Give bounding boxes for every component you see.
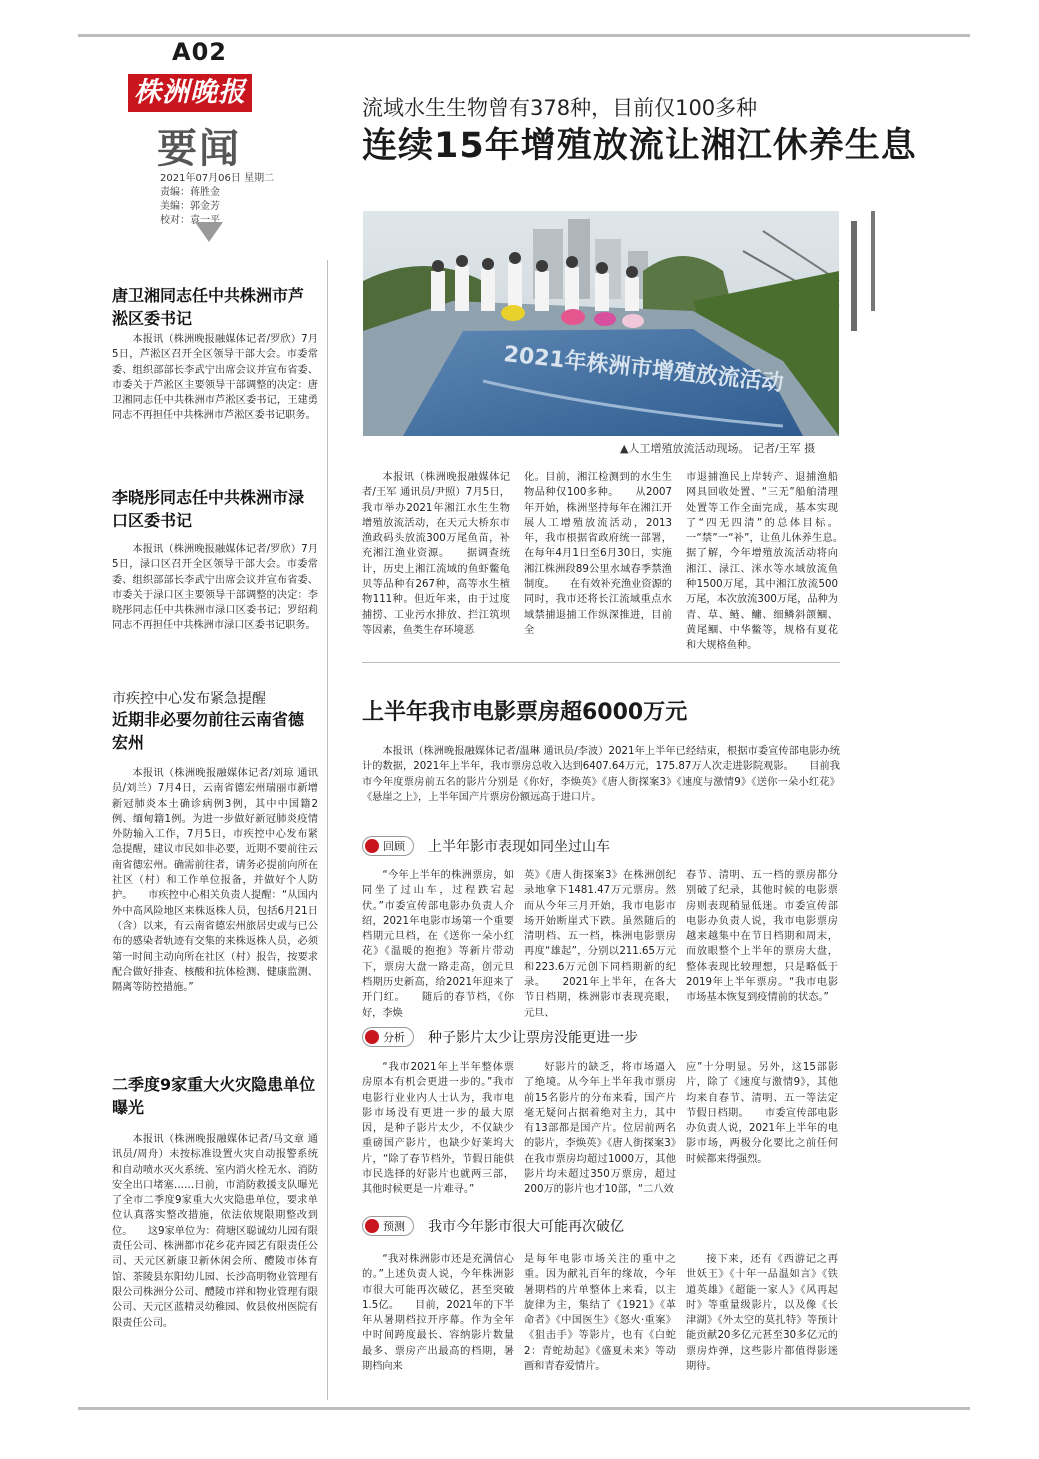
film-paragraph: 好影片的缺乏，将市场逼入了绝境。从今年上半年我市票房前15名影片的分布来看，国产片毫无疑问占据着绝对主力，其中有13部都是国产片。位居前两名的影片，李焕英》《唐人街探案3》在我市票房均超过1000万，其他影片均未超过350万票房，超过200万的影片也才10部，“二八效	[524, 1062, 676, 1196]
editor-credit: 责编：蒋胜金	[160, 187, 220, 198]
section-badge	[362, 836, 414, 856]
photo-banner-text: 2021年株洲市增殖放流活动	[502, 342, 785, 397]
left-story-paragraph: 本报讯（株洲晚报融媒体记者/罗欣）7月5日，芦淞区召开全区领导干部大会。市委常委、组织部部长李武宁出席会议并宣布省委、市委关于芦淞区主要领导干部调整的决定：唐卫湘同志任中共株洲市芦淞区委书记，王建勇同志不再担任中共株洲市芦淞区委书记职务。	[112, 334, 318, 422]
issue-date: 2021年07月06日 星期二	[160, 173, 275, 184]
film-intro-paragraph: 本报讯（株洲晚报融媒体记者/温琳 通讯员/李波）2021年上半年已经结束，根据市委宣传部电影办统计的数据，2021年上半年，我市票房总收入达到6407.64万元，175.87万人次走进影院观影。 目前我市今年度票房前五名的影片分别是《你好，李焕英》《唐人街探案3》《速度与激情9》《送你一朵小红花》《悬崖之上》，上半年国产片票房份额远高于进口片。	[362, 746, 840, 803]
masthead-meta	[160, 172, 274, 228]
lead-paragraph: 本报讯（株洲晚报融媒体记者/王军 通讯员/尹照）7月5日，我市举办2021年湘江水生生物增殖放流活动，在天元大桥东市渔政码头放流300万尾鱼苗，补充湘江渔业资源。 据调查统计，历史上湘江流域的鱼虾鳖龟贝等品种有267种，高等水生植物111种。但近年来，由于过度捕捞、工业污水排放、拦江筑坝等因素，鱼类生存环境恶	[362, 472, 510, 636]
lead-kicker: 流域水生生物曾有378种，目前仅100多种	[362, 96, 758, 120]
left-story-3-subhead: 市疾控中心发布紧急提醒	[112, 691, 266, 707]
left-story-1-body	[112, 332, 318, 470]
left-story-4-body	[112, 1132, 318, 1400]
left-story-1-headline: 唐卫湘同志任中共株洲市芦淞区委书记	[112, 286, 305, 328]
film-s3-col2	[524, 1252, 676, 1392]
lead-paragraph: 市退捕渔民上岸转产、退捕渔船网具回收处置、“三无”船舶清理处置等工作全面完成，基本实现了“四无四清”的总体目标。一“禁”一“补”，让鱼儿休养生息。 据了解，今年增殖放流活动将向湘江、渌江、洣水等水域放流鱼种1500万尾，其中湘江放流500万尾，本次放流300万尾，品种为青、草、鲢、鳙、细鳞斜颌鲴、黄尾鲴、中华鳖等，规格有夏花和大规格鱼种。	[686, 472, 859, 652]
film-paragraph: “我市2021年上半年整体票房原本有机会更进一步的。”我市电影行业业内人士认为，我市电影市场没有更进一步的最大原因，是种子影片太少，不仅缺少重磅国产影片，也缺少好莱坞大片，“除了春节档外，节假日能供市民选择的好影片也就两三部，其他时候更是一片难寻。”	[362, 1062, 514, 1196]
left-story-3-body	[112, 766, 318, 1056]
film-section-2-tag	[362, 1027, 638, 1047]
left-story-3-headline: 近期非必要勿前往云南省德宏州	[112, 710, 305, 752]
release-event-photo	[363, 211, 839, 436]
left-story-paragraph: 本报讯（株洲晚报融媒体记者/马文章 通讯员/周舟）未按标准设置火灾自动报警系统和自动喷水灭火系统、室内消火栓无水、消防安全出口堵塞……日前，市消防救援支队曝光了全市二季度9家重大火灾隐患单位，要求单位认真落实整改措施，依法依规限期整改到位。 这9家单位为：荷塘区聪诚幼儿园有限责任公司、株洲都市花乡花卉园艺有限责任公司、天元区新康卫新休闲会所、醴陵市体育馆、茶陵县东阳幼儿园、长沙高明物业管理有限公司株洲分公司、醴陵市祥和物业管理有限公司、天元区蓝精灵幼稚园、攸县攸州医院有限责任公司。	[112, 1134, 318, 1329]
film-s3-col3	[686, 1252, 838, 1392]
badge-dot-icon	[365, 839, 379, 853]
film-section-3-tag	[362, 1216, 624, 1236]
page-number: A02	[172, 38, 227, 66]
badge-dot-icon	[365, 1030, 379, 1044]
badge-label: 回顾	[383, 840, 405, 853]
lead-film-divider	[362, 662, 840, 663]
lead-body-col2	[524, 470, 672, 658]
left-story-paragraph: 本报讯（株洲晚报融媒体记者/刘琼 通讯员/刘兰）7月4日，云南省德宏州瑞丽市新增新冠肺炎本土确诊病例3例，其中中国籍2例、缅甸籍1例。为进一步做好新冠肺炎疫情外防输入工作，7月5日，市疾控中心发布紧急提醒，建议市民如非必要，近期不要前往云南省德宏州。确需前往者，请务必提前向所在社区（村）和工作单位报备，并做好个人防护。 市疾控中心相关负责人提醒：“从国内外中高风险地区来株返株人员，包括6月21日（含）以来，有云南省德宏州旅居史或与已公布的感染者轨迹有交集的来株返株人员，必须第一时间主动向所在社区（村）报告，按要求配合做好排查、核酸和抗体检测、健康监测、隔离等防控措施。”	[112, 768, 318, 994]
film-paragraph: 应”十分明显。另外，这15部影片，除了《速度与激情9》，其他均来自春节、清明、五一等法定节假日档期。 市委宣传部电影办负责人说，2021年上半年的电影市场，两极分化要比之前任何时候都来得强烈。	[686, 1062, 838, 1165]
badge-label: 分析	[383, 1031, 405, 1044]
badge-label: 预测	[383, 1220, 405, 1233]
film-s2-col1	[362, 1060, 514, 1205]
section-badge	[362, 1216, 414, 1236]
photo-caption: ▲人工增殖放流活动现场。 记者/王军 摄	[620, 442, 816, 455]
designer-credit: 美编：郭金芳	[160, 201, 220, 212]
lead-headline: 连续15年增殖放流让湘江休养生息	[362, 126, 917, 166]
section-title: 上半年影市表现如同坐过山车	[428, 839, 610, 855]
badge-dot-icon	[365, 1219, 379, 1233]
film-s3-col1	[362, 1252, 514, 1392]
film-paragraph: “今年上半年的株洲票房，如同坐了过山车，过程跌宕起伏。”市委宣传部电影办负责人介绍，2021年电影市场第一个重要档期元旦档，在《送你一朵小红花》《温暖的抱抱》等新片带动下，票房大盘一路走高，创元旦档期历史新高，给2021年迎来了开门红。 随后的春节档，《你好，李焕	[362, 870, 514, 1019]
film-intro	[362, 744, 840, 810]
film-s2-col3	[686, 1060, 838, 1205]
left-column-divider	[327, 260, 328, 1400]
proofreader-credit: 校对：袁一平	[160, 215, 220, 226]
left-story-paragraph: 本报讯（株洲晚报融媒体记者/罗欣）7月5日，渌口区召开全区领导干部大会。市委常委、组织部部长李武宁出席会议并宣布省委、市委关于渌口区主要领导干部调整的决定：李晓彤同志任中共株洲市渌口区委书记；罗绍莉同志不再担任中共株洲市渌口区委书记职务。	[112, 544, 318, 632]
left-story-2-headline: 李晓彤同志任中共株洲市渌口区委书记	[112, 488, 305, 530]
bottom-rule	[78, 1407, 970, 1410]
film-s2-col2	[524, 1060, 676, 1205]
film-s1-col2	[524, 868, 676, 1018]
section-badge	[362, 1027, 414, 1047]
film-paragraph: 英》《唐人街探案3》在株洲创纪录地拿下1481.47万元票房。然而从今年三月开始，我市电影市场开始断崖式下跌。虽然随后的清明档、五一档，株洲电影票房再度“雄起”，分别以211.65万元和223.6万元创下同档期新的纪录。 2021年上半年，在各大节日档期，株洲影市表现亮眼，元旦、	[524, 870, 676, 1019]
left-story-4-headline: 二季度9家重大火灾隐患单位曝光	[112, 1075, 316, 1117]
section-title: 种子影片太少让票房没能更进一步	[428, 1030, 638, 1046]
left-story-2-body	[112, 542, 318, 680]
newspaper-logo: 株洲晚报	[128, 74, 252, 112]
film-paragraph: 是每年电影市场关注的重中之重。因为献礼百年的缘故，今年暑期档的片单整体上来看，以主旋律为主，集结了《1921》《革命者》《中国医生》《怒火·重案》《狙击手》等影片，也有《白蛇2：青蛇劫起》《盛夏未来》等动画和青春爱情片。	[524, 1254, 676, 1373]
masthead-pointer-icon	[195, 222, 223, 242]
section-title: 要闻	[157, 125, 241, 172]
film-paragraph: “我对株洲影市还是充满信心的。”上述负责人说，今年株洲影市很大可能再次破亿，甚至突破1.5亿。 目前，2021年的下半年从暑期档拉开序幕。作为全年中时间跨度最长、容纳影片数量最多、票房产出最高的档期，暑期档向来	[362, 1254, 514, 1373]
film-paragraph: 春节、清明、五一档的票房都分别破了纪录，其他时候的电影票房则表现稍显低迷。市委宣传部电影办负责人说，我市电影票房越来越集中在节日档期和周末，而放眼整个上半年的票房大盘，整体表现比较理想，只是略低于2019年上半年票房。“我市电影市场基本恢复到疫情前的状态。”	[686, 870, 838, 1004]
film-s1-col1	[362, 868, 514, 1018]
lead-body-col1	[362, 470, 510, 658]
section-title: 我市今年影市很大可能再次破亿	[428, 1219, 624, 1235]
lead-body-col3	[686, 470, 859, 658]
film-s1-col3	[686, 868, 838, 1018]
film-section-1-tag	[362, 836, 610, 856]
film-headline: 上半年我市电影票房超6000万元	[362, 700, 688, 725]
top-rule	[78, 34, 970, 37]
film-paragraph: 接下来，还有《西游记之再世妖王》《十年一品温如言》《铁道英雄》《超能一家人》《风再起时》等重量级影片，以及像《长津湖》《外太空的莫扎特》等预计能贡献20多亿元甚至30多亿元的票房炸弹，这些影片都值得影迷期待。	[686, 1254, 838, 1373]
lead-paragraph: 化。目前，湘江检测到的水生生物品种仅100多种。 从2007年开始，株洲坚持每年在湘江开展人工增殖放流活动，2013年，我市根据省政府统一部署，在每年4月1日至6月30日，实施湘江株洲段89公里水域春季禁渔制度。 在有效补充渔业资源的同时，我市还将长江流域重点水域禁捕退捕工作纵深推进，目前全	[524, 472, 672, 636]
lead-photo	[363, 211, 839, 436]
